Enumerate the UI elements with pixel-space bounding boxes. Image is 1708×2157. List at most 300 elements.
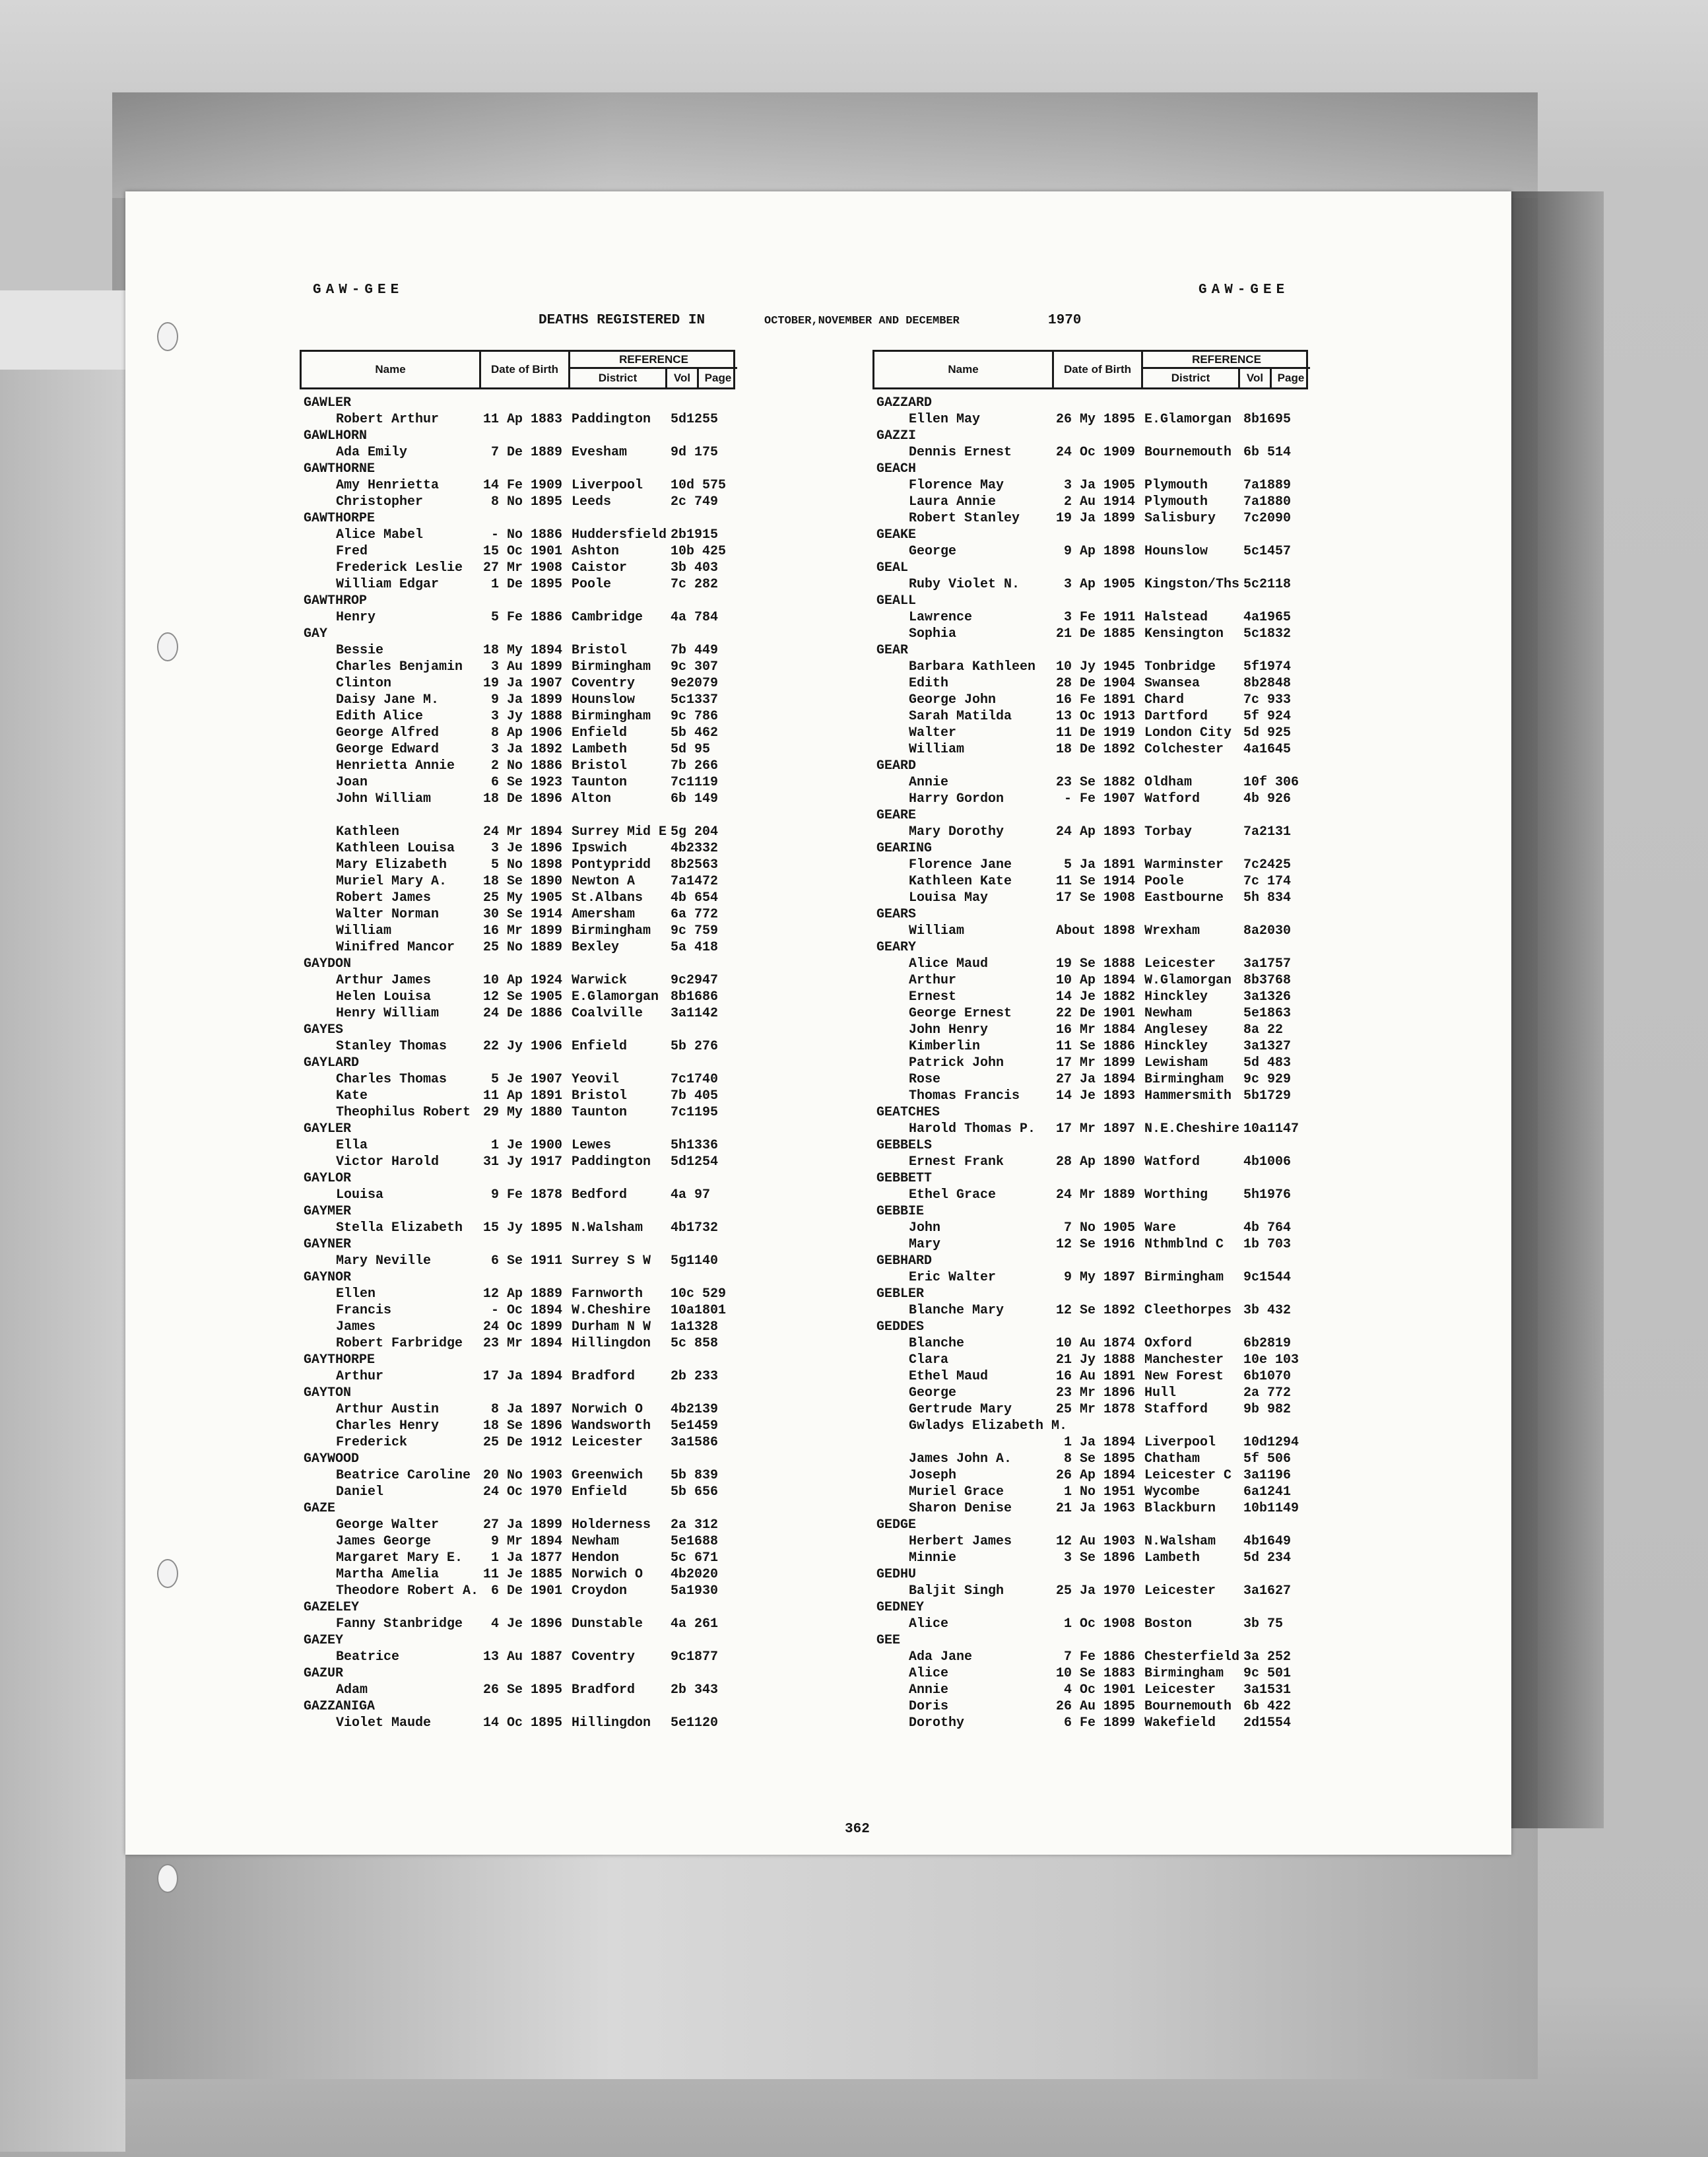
punch-hole-icon (157, 1559, 178, 1588)
volume-page: 10d1294 (1243, 1435, 1299, 1450)
table-row (300, 989, 735, 1005)
volume-page: 7a2131 (1243, 824, 1292, 840)
volume-page: 3b 432 (1243, 1303, 1292, 1318)
volume-page: 6a1241 (1243, 1484, 1292, 1500)
district: Leicester (1144, 956, 1216, 972)
volume-page: 7c1119 (671, 775, 719, 790)
date-of-birth: 28 De 1904 (1055, 676, 1135, 691)
forenames: William (336, 923, 392, 939)
forenames: Louisa May (909, 890, 989, 906)
table-row (300, 642, 735, 659)
header-name: Name (302, 352, 481, 387)
table-row (300, 1088, 735, 1104)
surname-heading (300, 395, 735, 411)
date-of-birth: 1 Je 1900 (490, 1138, 562, 1153)
table-row (300, 1715, 735, 1731)
date-of-birth: 19 Se 1888 (1055, 956, 1135, 972)
date-of-birth: 7 De 1889 (490, 445, 562, 460)
volume-page: 3a1627 (1243, 1583, 1292, 1599)
date-of-birth: 21 Ja 1963 (1055, 1501, 1135, 1516)
table-row (300, 444, 735, 461)
volume-page: 2a 772 (1243, 1385, 1292, 1401)
table-row (300, 1137, 735, 1154)
surname-label: GEE (876, 1633, 901, 1648)
date-of-birth: 25 Mr 1878 (1055, 1402, 1135, 1417)
date-of-birth: 25 No 1889 (482, 940, 562, 955)
date-of-birth: 6 Se 1923 (490, 775, 562, 790)
surname-heading (872, 1517, 1308, 1533)
volume-page: 4a1965 (1243, 610, 1292, 625)
forenames: George John (909, 692, 997, 708)
table-row (300, 1104, 735, 1121)
district: Birmingham (572, 659, 651, 675)
volume-page: 3a1327 (1243, 1039, 1292, 1054)
district: Coventry (572, 676, 636, 691)
table-row (872, 1484, 1308, 1500)
forenames: Ernest (909, 989, 957, 1005)
volume-page: 7a1889 (1243, 478, 1292, 493)
table-row (300, 692, 735, 708)
date-of-birth: 25 My 1905 (482, 890, 562, 906)
table-row (872, 1385, 1308, 1401)
volume-page: 10d 575 (671, 478, 727, 493)
date-of-birth: 11 Se 1886 (1055, 1039, 1135, 1054)
date-of-birth: 3 Je 1896 (490, 841, 562, 856)
forenames: Helen Louisa (336, 989, 432, 1005)
table-row (300, 1566, 735, 1583)
district: Durham N W (572, 1319, 651, 1335)
volume-page: 7b 266 (671, 758, 719, 774)
forenames: Annie (909, 775, 949, 790)
district: Leicester (572, 1435, 643, 1450)
right-entries (872, 395, 1308, 1731)
table-row (300, 1220, 735, 1236)
volume-page: 5h1976 (1243, 1187, 1292, 1203)
district: Oldham (1144, 775, 1193, 790)
forenames: Walter Norman (336, 907, 440, 922)
district: Hinckley (1144, 989, 1208, 1005)
date-of-birth: 14 Je 1893 (1055, 1088, 1135, 1104)
date-of-birth: 12 Se 1916 (1055, 1237, 1135, 1252)
forenames: Eric Walter (909, 1270, 997, 1285)
forenames: Joan (336, 775, 368, 790)
surname-heading (872, 593, 1308, 609)
forenames: Alice Maud (909, 956, 989, 972)
table-row (872, 972, 1308, 989)
left-column (300, 350, 735, 1749)
table-row (872, 890, 1308, 906)
volume-page: 7c 174 (1243, 874, 1292, 889)
surname-heading (872, 1203, 1308, 1220)
forenames: Margaret Mary E. (336, 1550, 463, 1566)
table-row (872, 1715, 1308, 1731)
volume-page: 9c2947 (671, 973, 719, 988)
surname-label: GEBBETT (876, 1171, 933, 1186)
table-row (872, 1038, 1308, 1055)
table-row (300, 1550, 735, 1566)
table-row (872, 1467, 1308, 1484)
date-of-birth: 5 Ja 1891 (1063, 857, 1135, 873)
surname-heading (300, 1022, 735, 1038)
surname-heading (872, 1599, 1308, 1616)
volume-page: 5e1688 (671, 1534, 719, 1549)
forenames: Ada Emily (336, 445, 408, 460)
date-of-birth: 24 Oc 1899 (482, 1319, 562, 1335)
forenames: Mary (909, 1237, 941, 1252)
surname-heading (300, 956, 735, 972)
district: New Forest (1144, 1369, 1224, 1384)
district: Evesham (572, 445, 628, 460)
volume-page: 5c 671 (671, 1550, 719, 1566)
table-row (872, 659, 1308, 675)
table-row (872, 510, 1308, 527)
table-row (872, 626, 1308, 642)
date-of-birth: 18 Se 1890 (482, 874, 562, 889)
table-row (300, 1583, 735, 1599)
date-of-birth: 3 Ja 1905 (1063, 478, 1135, 493)
surname-heading (872, 939, 1308, 956)
district: Ipswich (572, 841, 628, 856)
table-row (872, 692, 1308, 708)
forenames: Arthur (909, 973, 957, 988)
volume-page: 3a 252 (1243, 1649, 1292, 1665)
forenames: Stella Elizabeth (336, 1220, 463, 1236)
table-header (300, 350, 735, 389)
district: Nthmblnd C (1144, 1237, 1224, 1252)
forenames: Clara (909, 1352, 949, 1368)
forenames: Herbert James (909, 1534, 1012, 1549)
table-row (872, 1418, 1308, 1434)
table-row (300, 1467, 735, 1484)
date-of-birth: 17 Mr 1899 (1055, 1055, 1135, 1071)
forenames: Joseph (909, 1468, 957, 1483)
district: Kensington (1144, 626, 1224, 642)
table-header (872, 350, 1308, 389)
header-reference: REFERENCE (1143, 352, 1310, 369)
forenames: Laura Annie (909, 494, 997, 510)
surname-label: GEDGE (876, 1517, 917, 1533)
volume-page: 5d1255 (671, 412, 719, 427)
volume-page: 4b2332 (671, 841, 719, 856)
date-of-birth: 6 De 1901 (490, 1583, 562, 1599)
date-of-birth: 17 Se 1908 (1055, 890, 1135, 906)
table-row (872, 1682, 1308, 1698)
date-of-birth: 26 Au 1895 (1055, 1699, 1135, 1714)
date-of-birth: 1 No 1951 (1063, 1484, 1135, 1500)
header-date-of-birth: Date of Birth (1054, 352, 1143, 387)
surname-heading (300, 1385, 735, 1401)
district: Taunton (572, 1105, 628, 1120)
table-row (300, 923, 735, 939)
surname-label: GEARS (876, 907, 917, 922)
left-margin-shadow (0, 370, 125, 2152)
district: Birmingham (572, 709, 651, 724)
district: Newton A (572, 874, 636, 889)
right-edge-shadow (1505, 191, 1604, 1828)
forenames: James John A. (909, 1451, 1012, 1467)
header-vol: Vol (667, 369, 699, 387)
date-of-birth: 24 Mr 1889 (1055, 1187, 1135, 1203)
forenames: Sophia (909, 626, 957, 642)
surname-heading (872, 1286, 1308, 1302)
table-row (872, 1665, 1308, 1682)
district: Norwich O (572, 1402, 643, 1417)
district: Dartford (1144, 709, 1208, 724)
surname-label: GAZE (304, 1501, 336, 1516)
district: Cambridge (572, 610, 643, 625)
district: Hounslow (572, 692, 636, 708)
right-column (872, 350, 1308, 1749)
volume-page: 9c 307 (671, 659, 719, 675)
surname-label: GEBHARD (876, 1253, 933, 1269)
volume-page: 5c 858 (671, 1336, 719, 1351)
forenames: James (336, 1319, 376, 1335)
forenames: Arthur Austin (336, 1402, 440, 1417)
forenames: Florence May (909, 478, 1004, 493)
date-of-birth: 23 Mr 1894 (482, 1336, 562, 1351)
date-of-birth: 12 Se 1905 (482, 989, 562, 1005)
surname-heading (872, 1632, 1308, 1649)
table-row (872, 857, 1308, 873)
forenames: Doris (909, 1699, 949, 1714)
forenames: Robert Arthur (336, 412, 440, 427)
forenames: Frederick Leslie (336, 560, 463, 576)
forenames: Robert Farbridge (336, 1336, 463, 1351)
forenames: Sarah Matilda (909, 709, 1012, 724)
table-row (300, 494, 735, 510)
district: Lambeth (572, 742, 628, 757)
surname-label: GAY (304, 626, 328, 642)
district: Holderness (572, 1517, 651, 1533)
table-row (300, 791, 735, 807)
forenames: Bessie (336, 643, 384, 658)
date-of-birth: 14 Fe 1909 (482, 478, 562, 493)
table-row (872, 708, 1308, 725)
volume-page: 5c1337 (671, 692, 719, 708)
surname-label: GAYNOR (304, 1270, 352, 1285)
district: St.Albans (572, 890, 643, 906)
table-row (300, 1418, 735, 1434)
volume-page: 3a1326 (1243, 989, 1292, 1005)
volume-page: 7c 282 (671, 577, 719, 592)
date-of-birth: 11 Ap 1883 (482, 412, 562, 427)
header-vol: Vol (1240, 369, 1272, 387)
table-row (872, 1269, 1308, 1286)
table-row (872, 1698, 1308, 1715)
volume-page: 5b 839 (671, 1468, 719, 1483)
surname-heading (300, 1599, 735, 1616)
date-of-birth: 15 Jy 1895 (482, 1220, 562, 1236)
date-of-birth: 21 De 1885 (1055, 626, 1135, 642)
table-row (872, 1005, 1308, 1022)
table-row (872, 411, 1308, 428)
date-of-birth: 27 Ja 1894 (1055, 1072, 1135, 1087)
district: Coventry (572, 1649, 636, 1665)
date-of-birth: 5 Fe 1886 (490, 610, 562, 625)
district: Surrey Mid E (572, 824, 667, 840)
volume-page: 6b 149 (671, 791, 719, 807)
forenames: Fred (336, 544, 368, 559)
district: Poole (1144, 874, 1185, 889)
district: Taunton (572, 775, 628, 790)
district: Paddington (572, 1154, 651, 1170)
district: London City (1144, 725, 1232, 741)
volume-page: 8a2030 (1243, 923, 1292, 939)
forenames: Annie (909, 1682, 949, 1698)
date-of-birth: 10 Ap 1894 (1055, 973, 1135, 988)
forenames: Kathleen (336, 824, 400, 840)
surname-label: GEDNEY (876, 1600, 925, 1615)
forenames: Daisy Jane M. (336, 692, 440, 708)
surname-heading (300, 1632, 735, 1649)
volume-page: 4b2020 (671, 1567, 719, 1582)
surname-heading (872, 1170, 1308, 1187)
table-row (300, 477, 735, 494)
table-row (300, 609, 735, 626)
district: Cleethorpes (1144, 1303, 1232, 1318)
volume-page: 5g 204 (671, 824, 719, 840)
table-row (300, 824, 735, 840)
district: Bournemouth (1144, 445, 1232, 460)
date-of-birth: 6 Fe 1899 (1063, 1715, 1135, 1731)
volume-page: 2b 343 (671, 1682, 719, 1698)
date-of-birth: 31 Jy 1917 (482, 1154, 562, 1170)
surname-heading (872, 1137, 1308, 1154)
surname-heading (872, 1104, 1308, 1121)
surname-label: GEACH (876, 461, 917, 477)
surname-label: GAWTHORPE (304, 511, 376, 526)
forenames: Arthur James (336, 973, 432, 988)
table-row (872, 576, 1308, 593)
district: Chesterfield (1144, 1649, 1240, 1665)
table-row (300, 675, 735, 692)
district: Chard (1144, 692, 1185, 708)
forenames: Clinton (336, 676, 392, 691)
table-row (872, 824, 1308, 840)
district: Warwick (572, 973, 628, 988)
table-row (872, 774, 1308, 791)
table-row (300, 560, 735, 576)
forenames: Harold Thomas P. (909, 1121, 1036, 1137)
district: Enfield (572, 1039, 628, 1054)
date-of-birth: - Oc 1894 (490, 1303, 562, 1318)
table-row (300, 1682, 735, 1698)
table-row (872, 543, 1308, 560)
forenames: Ethel Maud (909, 1369, 989, 1384)
volume-page: 4b2139 (671, 1402, 719, 1417)
volume-page: 3b 75 (1243, 1616, 1284, 1632)
table-row (872, 1368, 1308, 1385)
volume-page: 5b 462 (671, 725, 719, 741)
date-of-birth: 22 Jy 1906 (482, 1039, 562, 1054)
surname-heading (300, 1451, 735, 1467)
table-row (872, 1616, 1308, 1632)
table-row (872, 1533, 1308, 1550)
forenames: Minnie (909, 1550, 957, 1566)
date-of-birth: 16 Mr 1884 (1055, 1022, 1135, 1038)
district: Hammersmith (1144, 1088, 1232, 1104)
district: Lambeth (1144, 1550, 1200, 1566)
forenames: Violet Maude (336, 1715, 432, 1731)
table-row (300, 1484, 735, 1500)
district: Paddington (572, 412, 651, 427)
table-row (300, 1071, 735, 1088)
volume-page: 10e 103 (1243, 1352, 1299, 1368)
date-of-birth: 3 Au 1899 (490, 659, 562, 675)
surname-heading (872, 642, 1308, 659)
forenames: William (909, 923, 965, 939)
forenames: Theodore Robert A. (336, 1583, 479, 1599)
forenames: Baljit Singh (909, 1583, 1004, 1599)
district: E.Glamorgan (572, 989, 659, 1005)
district: N.E.Cheshire (1144, 1121, 1240, 1137)
volume-page: 6b1070 (1243, 1369, 1292, 1384)
volume-page: 5e1459 (671, 1418, 719, 1434)
forenames: George Edward (336, 742, 440, 757)
date-of-birth: 1 Ja 1894 (1063, 1435, 1135, 1450)
table-row (300, 906, 735, 923)
date-of-birth: 18 Se 1896 (482, 1418, 562, 1434)
table-row (300, 1517, 735, 1533)
table-row (872, 1187, 1308, 1203)
forenames: Mary Elizabeth (336, 857, 447, 873)
surname-heading (872, 906, 1308, 923)
surname-label: GAZUR (304, 1666, 344, 1681)
surname-label: GAZZI (876, 428, 917, 444)
forenames: John William (336, 791, 432, 807)
surname-label: GEBBELS (876, 1138, 933, 1153)
forenames: Ellen May (909, 412, 981, 427)
district: Huddersfield (572, 527, 667, 543)
district: N.Walsham (572, 1220, 643, 1236)
surname-label: GAYMER (304, 1204, 352, 1219)
forenames: George Ernest (909, 1006, 1012, 1021)
punch-hole-icon (157, 1864, 178, 1893)
volume-page: 3a1531 (1243, 1682, 1292, 1698)
forenames: Ellen (336, 1286, 376, 1302)
district: Hull (1144, 1385, 1177, 1401)
district: Tonbridge (1144, 659, 1216, 675)
forenames: Charles Benjamin (336, 659, 463, 675)
surname-heading (872, 1319, 1308, 1335)
left-margin-light-strip (0, 290, 125, 370)
forenames: George (909, 544, 957, 559)
surname-label: GEBBIE (876, 1204, 925, 1219)
volume-page: 4b1649 (1243, 1534, 1292, 1549)
table-row (300, 1286, 735, 1302)
table-row (300, 1434, 735, 1451)
forenames: Edith (909, 676, 949, 691)
district: Hillingdon (572, 1336, 651, 1351)
page-number: 362 (845, 1822, 870, 1837)
district: Warminster (1144, 857, 1224, 873)
table-row (872, 1352, 1308, 1368)
forenames: Kathleen Kate (909, 874, 1012, 889)
forenames: Barbara Kathleen (909, 659, 1036, 675)
volume-page: 5d1254 (671, 1154, 719, 1170)
header-page: Page (704, 372, 732, 385)
forenames: Louisa (336, 1187, 384, 1203)
date-of-birth: 6 Se 1911 (490, 1253, 562, 1269)
table-row (872, 1071, 1308, 1088)
date-of-birth: - No 1886 (490, 527, 562, 543)
table-row (300, 1319, 735, 1335)
date-of-birth: 14 Oc 1895 (482, 1715, 562, 1731)
forenames: Stanley Thomas (336, 1039, 447, 1054)
table-row (300, 1649, 735, 1665)
surname-label: GAYNER (304, 1237, 352, 1252)
table-row (300, 659, 735, 675)
